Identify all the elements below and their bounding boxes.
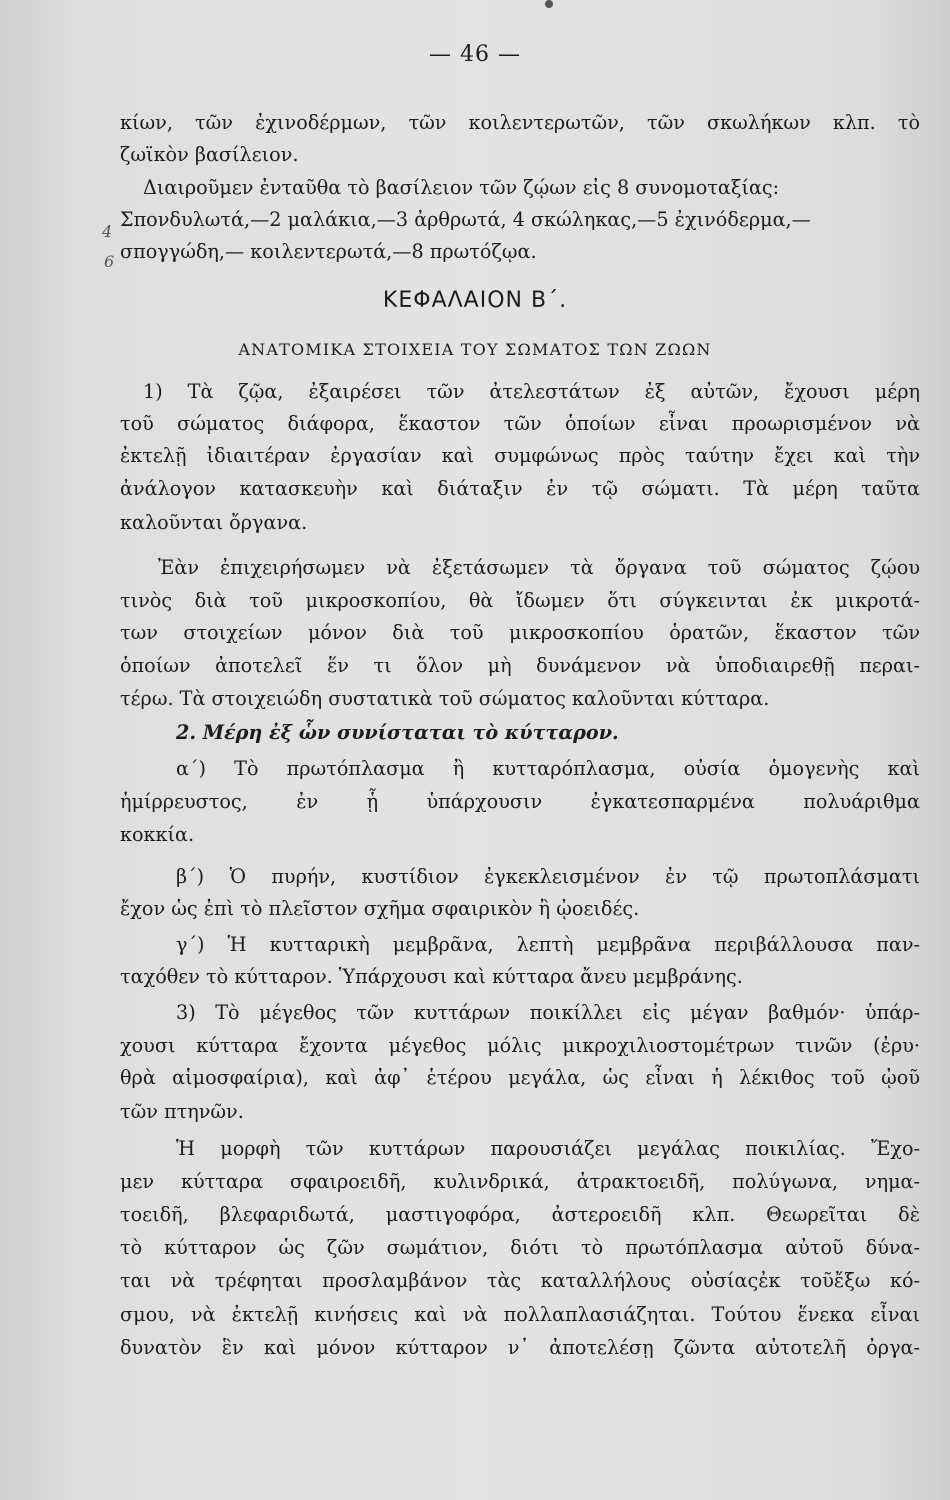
text-line: β΄) Ὁ πυρήν, κυστίδιον ἐγκεκλεισμένον ἐν τῷ πρωτοπλάσματι [176, 865, 920, 888]
text-line: χουσι κύτταρα ἔχοντα μέγεθος μόλις μικροχιλιοστομέτρων τινῶν (ἐρυ· [120, 1034, 920, 1057]
text-line: ἡμίρρευστος, ἐν ᾗ ὑπάρχουσιν ἐγκατεσπαρμένα πολυάριθμα [120, 790, 920, 813]
text-line: ὁποίων ἀποτελεῖ ἕν τι ὅλον μὴ δυνάμενον νὰ ὑποδιαιρεθῇ περαι- [120, 654, 920, 677]
text-line: σμου, νὰ ἐκτελῇ κινήσεις καὶ νὰ πολλαπλασιάζηται. Τούτου ἕνεκα εἶναι [120, 1303, 920, 1326]
text-line: κίων, τῶν ἐχινοδέρμων, τῶν κοιλεντερωτῶν, τῶν σκωλήκων κλπ. τὸ [120, 111, 920, 134]
text-line: τῶν πτηνῶν. [120, 1100, 244, 1123]
text-line: τοῦ σώματος διάφορα, ἕκαστον τῶν ὁποίων εἶναι προωρισμένον νὰ [120, 412, 920, 435]
text-line: ζωϊκὸν βασίλειον. [120, 143, 299, 166]
text-line: 1) Τὰ ζῷα, ἐξαιρέσει τῶν ἀτελεστάτων ἐξ αὐτῶν, ἔχουσι μέρη [143, 380, 920, 403]
text-line: Ἡ μορφὴ τῶν κυττάρων παρουσιάζει μεγάλας ποικιλίας. Ἔχο- [176, 1137, 920, 1160]
page-number: — 46 — [429, 42, 521, 67]
ink-dot [545, 0, 553, 8]
text-line: τοειδῆ, βλεφαριδωτά, μαστιγοφόρα, ἀστεροειδῆ κλπ. Θεωρεῖται δὲ [120, 1203, 920, 1226]
text-line: ται νὰ τρέφηται προσλαμβάνον τὰς καταλλήλους οὐσίαςἐκ τοῦἔξω κό- [120, 1269, 920, 1292]
margin-note: 6 [104, 252, 115, 271]
text-line: ἀνάλογον κατασκευὴν καὶ διάταξιν ἐν τῷ σώματι. Τὰ μέρη ταῦτα [120, 477, 920, 500]
subsection-heading: 2. Μέρη ἐξ ὧν συνίσταται τὸ κύτταρον. [176, 721, 619, 744]
text-line: Σπονδυλωτά,—2 μαλάκια,—3 ἀρθρωτά, 4 σκώληκας,—5 ἐχινόδερμα,— [120, 208, 811, 231]
text-line: 3) Τὸ μέγεθος τῶν κυττάρων ποικίλλει εἰς μέγαν βαθμόν· ὑπάρ- [176, 1001, 920, 1024]
section-heading: ΑΝΑΤΟΜΙΚΑ ΣΤΟΙΧΕΙΑ ΤΟΥ ΣΩΜΑΤΟΣ ΤΩΝ ΖΩΩΝ [238, 340, 712, 359]
margin-note: 4 [102, 222, 113, 241]
text-line: κοκκία. [120, 823, 195, 846]
text-line: ἐκτελῇ ἰδιαιτέραν ἐργασίαν καὶ συμφώνως πρὸς ταύτην ἔχει καὶ τὴν [120, 444, 920, 467]
text-line: Ἐὰν ἐπιχειρήσωμεν νὰ ἐξετάσωμεν τὰ ὄργανα τοῦ σώματος ζῴου [158, 556, 920, 579]
text-line: τέρω. Τὰ στοιχειώδη συστατικὰ τοῦ σώματος καλοῦνται κύτταρα. [120, 687, 770, 710]
text-line: μεν κύτταρα σφαιροειδῆ, κυλινδρικά, ἀτρακτοειδῆ, πολύγωνα, νημα- [120, 1170, 920, 1193]
text-line: γ΄) Ἡ κυτταρικὴ μεμβρᾶνα, λεπτὴ μεμβρᾶνα περιβάλλουσα παν- [176, 933, 920, 956]
chapter-heading: ΚΕΦΑΛΑΙΟΝ Β΄. [382, 288, 568, 313]
text-line: καλοῦνται ὄργανα. [120, 511, 308, 534]
text-line: τινὸς διὰ τοῦ μικροσκοπίου, θὰ ἴδωμεν ὅτι σύγκεινται ἐκ μικροτά- [120, 589, 920, 612]
text-line: α΄) Τὸ πρωτόπλασμα ἢ κυτταρόπλασμα, οὐσία ὁμογενὴς καὶ [176, 757, 920, 780]
text-line: σπογγώδη,— κοιλεντερωτά,—8 πρωτόζῳα. [120, 240, 537, 263]
text-line: δυνατὸν ἓν καὶ μόνον κύτταρον ν᾿ ἀποτελέσῃ ζῶντα αὐτοτελῆ ὀργα- [120, 1336, 920, 1359]
text-line: των στοιχείων μόνον διὰ τοῦ μικροσκοπίου ὁρατῶν, ἕκαστον τῶν [120, 621, 920, 644]
text-line: ταχόθεν τὸ κύτταρον. Ὑπάρχουσι καὶ κύτταρα ἄνευ μεμβράνης. [120, 965, 743, 988]
text-line: Διαιροῦμεν ἐνταῦθα τὸ βασίλειον τῶν ζῴων εἰς 8 συνομοταξίας: [143, 176, 780, 199]
text-line: τὸ κύτταρον ὡς ζῶν σωμάτιον, διότι τὸ πρωτόπλασμα αὐτοῦ δύνα- [120, 1236, 920, 1259]
text-line: θρὰ αἱμοσφαίρια), καὶ ἀφ᾿ ἑτέρου μεγάλα, ὡς εἶναι ἡ λέκιθος τοῦ ᾠοῦ [120, 1066, 920, 1089]
text-line: ἔχον ὡς ἐπὶ τὸ πλεῖστον σχῆμα σφαιρικὸν ἢ ᾠοειδές. [120, 897, 640, 920]
